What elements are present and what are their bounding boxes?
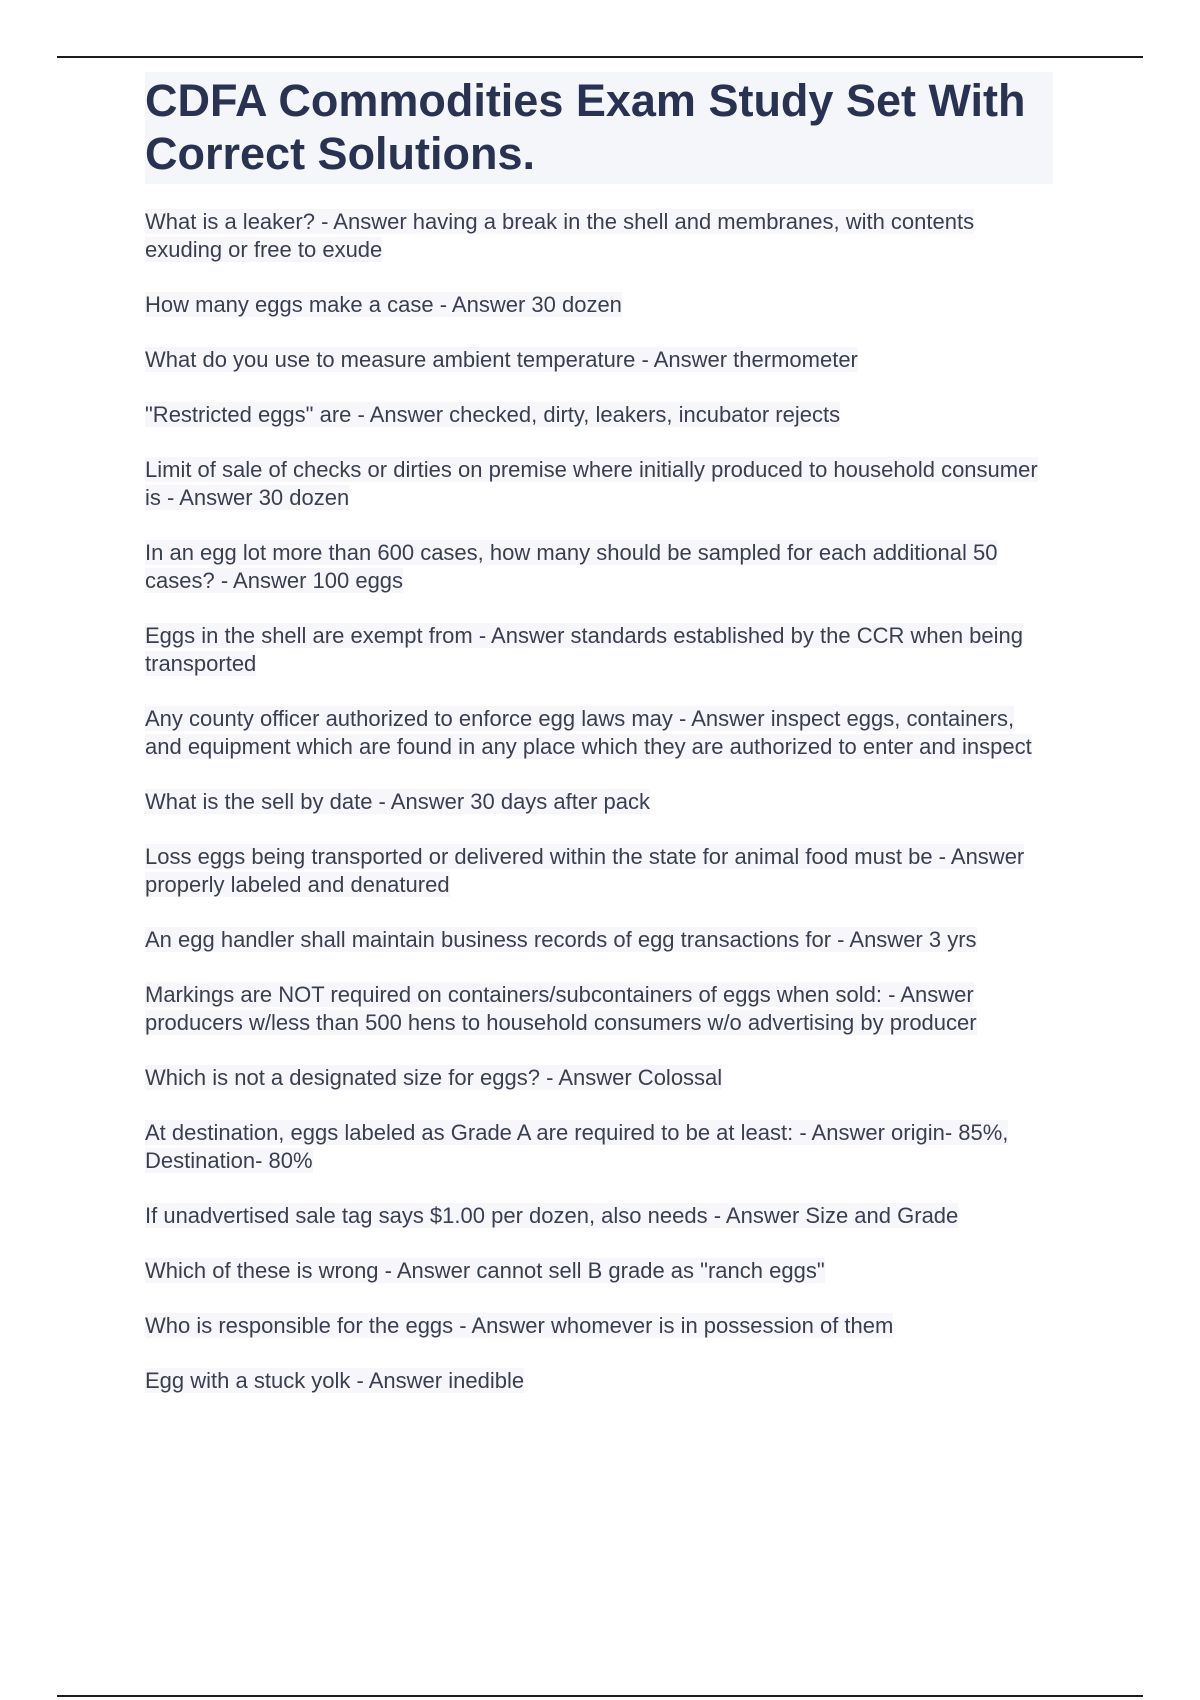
qa-item: [145, 346, 1055, 374]
qa-text: What is a leaker? - Answer having a break in the shell and membranes, with contents exuding or free to exude: [145, 209, 975, 262]
qa-text: Who is responsible for the eggs - Answer whomever is in possession of them: [145, 1313, 894, 1338]
qa-item: [145, 1202, 1055, 1230]
qa-text: Which is not a designated size for eggs? - Answer Colossal: [145, 1065, 723, 1090]
document-body: [145, 72, 1055, 1422]
qa-item: [145, 1312, 1055, 1340]
qa-text: "Restricted eggs" are - Answer checked, dirty, leakers, incubator rejects: [145, 402, 841, 427]
qa-item: [145, 1367, 1055, 1395]
qa-text: Egg with a stuck yolk - Answer inedible: [145, 1368, 525, 1393]
qa-text: What do you use to measure ambient temperature - Answer thermometer: [145, 347, 858, 372]
qa-list: [145, 208, 1055, 1395]
qa-item: [145, 1257, 1055, 1285]
document-title: CDFA Commodities Exam Study Set With Correct Solutions.: [145, 72, 1053, 184]
qa-text: If unadvertised sale tag says $1.00 per dozen, also needs - Answer Size and Grade: [145, 1203, 959, 1228]
qa-item: [145, 208, 1055, 264]
qa-text: Markings are NOT required on containers/subcontainers of eggs when sold: - Answer producers w/less than 500 hens to household consumers w/o advertising by producer: [145, 982, 977, 1035]
qa-item: [145, 1064, 1055, 1092]
qa-text: What is the sell by date - Answer 30 days after pack: [145, 789, 651, 814]
qa-text: Loss eggs being transported or delivered within the state for animal food must be - Answer properly labeled and denatured: [145, 844, 1025, 897]
qa-item: [145, 926, 1055, 954]
qa-item: [145, 843, 1055, 899]
qa-text: How many eggs make a case - Answer 30 dozen: [145, 292, 622, 317]
qa-item: [145, 539, 1055, 595]
qa-text: Any county officer authorized to enforce egg laws may - Answer inspect eggs, containers, and equipment which are found in any place which they are authorized to enter and inspect: [145, 706, 1032, 759]
top-rule: [57, 56, 1143, 58]
qa-text: Limit of sale of checks or dirties on premise where initially produced to household consumer is - Answer 30 dozen: [145, 457, 1038, 510]
qa-item: [145, 291, 1055, 319]
qa-item: [145, 981, 1055, 1037]
qa-text: At destination, eggs labeled as Grade A are required to be at least: - Answer origin- 85%, Destination- 80%: [145, 1120, 1009, 1173]
qa-item: [145, 401, 1055, 429]
bottom-rule: [57, 1695, 1143, 1697]
qa-item: [145, 705, 1055, 761]
qa-text: An egg handler shall maintain business records of egg transactions for - Answer 3 yrs: [145, 927, 977, 952]
qa-item: [145, 1119, 1055, 1175]
qa-item: [145, 622, 1055, 678]
qa-text: In an egg lot more than 600 cases, how many should be sampled for each additional 50 cases? - Answer 100 eggs: [145, 540, 998, 593]
qa-text: Which of these is wrong - Answer cannot sell B grade as "ranch eggs": [145, 1258, 825, 1283]
qa-text: Eggs in the shell are exempt from - Answer standards established by the CCR when being transported: [145, 623, 1024, 676]
qa-item: [145, 456, 1055, 512]
qa-item: [145, 788, 1055, 816]
